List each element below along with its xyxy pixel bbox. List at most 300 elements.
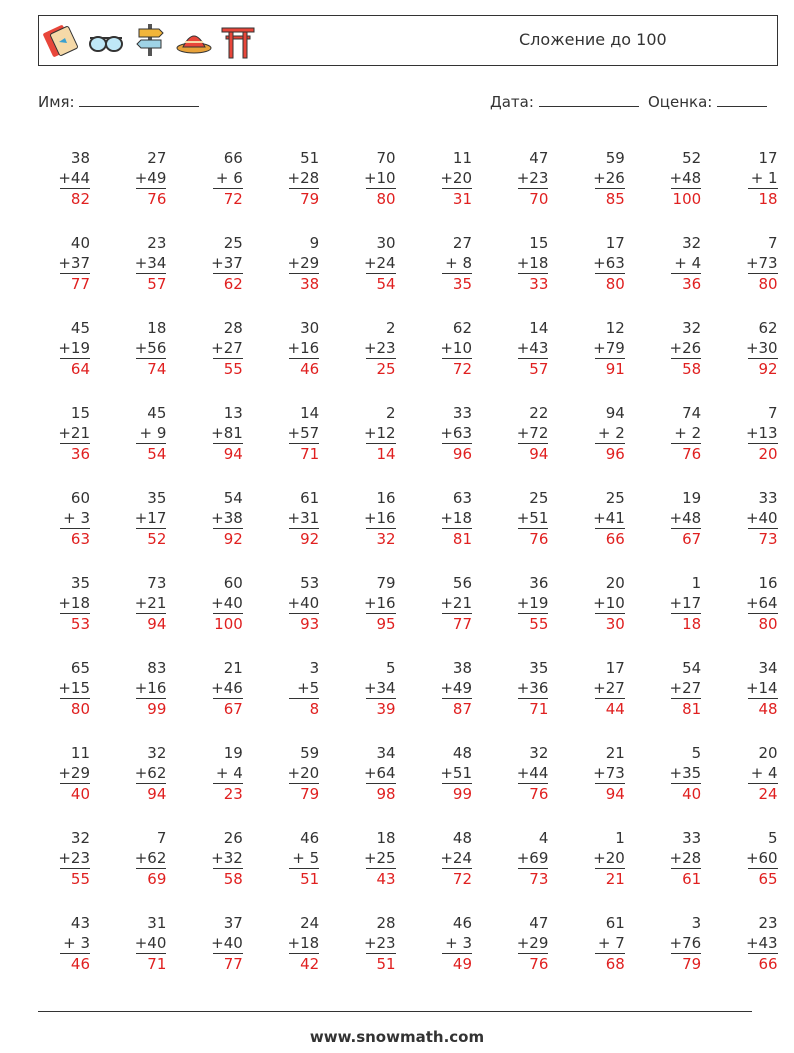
top-number: 94 [605,404,625,422]
addend: + 5 [292,849,320,867]
addend: +64 [363,764,396,782]
problem [488,573,548,634]
problem [259,658,319,719]
top-number: 25 [605,489,625,507]
top-number: 5 [691,744,702,762]
addend: +20 [593,849,625,867]
addend: +34 [134,254,167,272]
addend: +40 [745,509,778,527]
answer: 43 [366,868,396,889]
addend: +21 [440,594,472,612]
addend: + 2 [597,424,625,442]
addend: +38 [211,509,243,527]
top-number: 31 [147,914,167,932]
top-number: 16 [376,489,396,507]
answer: 92 [748,358,778,379]
problem [183,658,243,719]
addend: +23 [363,934,396,952]
top-number: 45 [147,404,167,422]
addend: +17 [134,509,167,527]
problem [336,148,396,209]
footer-site: www.snowmath.com [309,1028,485,1046]
answer: 80 [748,613,778,634]
answer: 100 [672,190,702,208]
addend: +10 [363,169,396,187]
answer: 32 [366,528,396,549]
top-number: 16 [758,574,778,592]
answer: 80 [748,273,778,294]
name-label: Имя: [38,93,75,111]
problem [30,743,90,804]
addend: +69 [516,849,549,867]
answer: 77 [442,613,472,634]
problem [412,403,472,464]
addend: +48 [669,169,702,187]
problem [336,573,396,634]
answer: 39 [366,698,396,719]
top-number: 46 [452,914,472,932]
top-number: 28 [376,914,396,932]
name-line[interactable] [79,92,199,107]
top-number: 53 [300,574,320,592]
problem [641,318,701,379]
sunglasses-icon [87,20,125,60]
answer: 61 [671,868,701,889]
addend: + 4 [674,254,702,272]
top-number: 3 [691,914,702,932]
top-number: 66 [223,149,243,167]
problem [641,658,701,719]
problem [565,913,625,974]
problem [565,743,625,804]
top-number: 25 [529,489,549,507]
answer: 100 [214,615,243,633]
problem [718,488,778,549]
answer: 55 [60,868,90,889]
addend: + 2 [674,424,702,442]
addend: +27 [593,679,625,697]
problem [183,743,243,804]
top-number: 60 [70,489,90,507]
answer: 48 [748,698,778,719]
tickets-icon [43,20,81,60]
answer: 87 [442,698,472,719]
problem [488,913,548,974]
top-number: 65 [70,659,90,677]
answer: 72 [213,188,243,209]
top-number: 52 [682,149,702,167]
addend: +37 [58,254,90,272]
problem [412,318,472,379]
answer: 42 [289,953,319,974]
top-number: 48 [452,744,472,762]
addend: +29 [516,934,549,952]
answer: 67 [671,528,701,549]
problem [718,233,778,294]
answer: 62 [213,273,243,294]
answer: 35 [442,273,472,294]
top-number: 74 [682,404,702,422]
answer: 67 [213,698,243,719]
addend: +62 [134,849,167,867]
grade-line[interactable] [717,92,767,107]
top-number: 38 [452,659,472,677]
addend: +73 [593,764,625,782]
problem [106,828,166,889]
problem [106,148,166,209]
problem [183,318,243,379]
addend: + 4 [750,764,778,782]
top-number: 14 [300,404,320,422]
problem [718,148,778,209]
addend: +51 [516,509,549,527]
problem [259,148,319,209]
answer: 71 [136,953,166,974]
problem [412,828,472,889]
problem [412,488,472,549]
addend: +5 [297,679,320,697]
addend: +49 [440,679,472,697]
addend: +43 [745,934,778,952]
addend: +21 [58,424,90,442]
addend: +23 [58,849,90,867]
top-number: 61 [605,914,625,932]
addend: +48 [669,509,702,527]
answer: 58 [671,358,701,379]
problem [336,743,396,804]
addend: +56 [134,339,167,357]
problem [718,658,778,719]
problem [259,828,319,889]
problem [259,743,319,804]
top-number: 46 [300,829,320,847]
problem [30,658,90,719]
top-number: 54 [682,659,702,677]
problem [259,233,319,294]
top-number: 33 [452,404,472,422]
addend: +31 [287,509,320,527]
problem [412,743,472,804]
addend: +18 [58,594,90,612]
problem [30,403,90,464]
grade-field[interactable] [648,92,767,111]
top-number: 7 [768,404,778,422]
top-number: 70 [376,149,396,167]
problem [718,743,778,804]
top-number: 73 [147,574,167,592]
answer: 57 [136,273,166,294]
top-number: 18 [376,829,396,847]
answer: 54 [366,273,396,294]
top-number: 32 [682,319,702,337]
top-number: 21 [605,744,625,762]
addend: +24 [363,254,396,272]
problem [336,403,396,464]
addend: + 3 [63,509,90,527]
answer: 25 [366,358,396,379]
problem [488,828,548,889]
addend: +40 [211,594,243,612]
problem [565,658,625,719]
problem [183,828,243,889]
addend: +12 [363,424,396,442]
addend: +32 [211,849,243,867]
addend: +26 [669,339,702,357]
addend: + 8 [445,254,472,272]
problem [565,233,625,294]
addend: + 3 [445,934,472,952]
problem [488,318,548,379]
problem [718,913,778,974]
addend: +14 [745,679,778,697]
answer: 40 [671,783,701,804]
addend: +43 [516,339,549,357]
top-number: 62 [758,319,778,337]
date-line[interactable] [539,92,639,107]
answer: 76 [518,783,548,804]
answer: 36 [60,443,90,464]
problem [106,318,166,379]
answer: 93 [289,613,319,634]
problem [565,403,625,464]
answer: 49 [442,953,472,974]
answer: 64 [60,358,90,379]
addend: +64 [745,594,778,612]
answer: 73 [518,868,548,889]
problem [565,828,625,889]
addend: +10 [440,339,472,357]
addend: +29 [287,254,320,272]
top-number: 79 [376,574,396,592]
problem [718,573,778,634]
addend: +63 [440,424,472,442]
addend: +16 [363,509,396,527]
addend: +40 [211,934,243,952]
addend: +27 [669,679,702,697]
top-number: 1 [615,829,625,847]
answer: 73 [748,528,778,549]
hat-icon [175,20,213,60]
answer: 8 [289,698,319,719]
top-number: 59 [300,744,320,762]
top-number: 63 [452,489,472,507]
problem [565,148,625,209]
answer: 94 [518,443,548,464]
header-icons [43,20,257,60]
problem [183,148,243,209]
top-number: 22 [529,404,549,422]
problem [412,573,472,634]
answer: 76 [671,443,701,464]
problem [641,573,701,634]
addend: +44 [58,169,90,187]
answer: 66 [595,528,625,549]
answer: 24 [748,783,778,804]
problem [259,488,319,549]
signpost-icon [131,20,169,60]
top-number: 11 [70,744,90,762]
answer: 46 [60,953,90,974]
problem [488,658,548,719]
answer: 72 [442,868,472,889]
top-number: 30 [300,319,320,337]
problem [565,318,625,379]
answer: 79 [671,953,701,974]
top-number: 35 [70,574,90,592]
problem [336,828,396,889]
top-number: 2 [386,319,396,337]
top-number: 26 [223,829,243,847]
addend: +24 [440,849,472,867]
name-field[interactable] [38,92,199,111]
problem [336,488,396,549]
problem [488,743,548,804]
top-number: 47 [529,149,549,167]
top-number: 45 [70,319,90,337]
answer: 53 [60,613,90,634]
top-number: 28 [223,319,243,337]
answer: 23 [213,783,243,804]
top-number: 48 [452,829,472,847]
addend: +30 [745,339,778,357]
addend: +34 [363,679,396,697]
addend: +18 [287,934,320,952]
addend: +23 [516,169,549,187]
answer: 99 [136,698,166,719]
problem [336,318,396,379]
addend: +25 [363,849,396,867]
problem [412,148,472,209]
answer: 77 [213,953,243,974]
problem [183,573,243,634]
answer: 14 [366,443,396,464]
addend: +62 [134,764,167,782]
top-number: 30 [376,234,396,252]
problem [488,233,548,294]
top-number: 5 [386,659,396,677]
top-number: 43 [70,914,90,932]
addend: +79 [593,339,625,357]
top-number: 15 [70,404,90,422]
problem [259,318,319,379]
top-number: 17 [605,659,625,677]
answer: 81 [442,528,472,549]
problem [641,743,701,804]
top-number: 35 [529,659,549,677]
problem [259,913,319,974]
problem [106,233,166,294]
answer: 31 [442,188,472,209]
problem [412,658,472,719]
problem [30,573,90,634]
problem [106,913,166,974]
addend: +28 [287,169,320,187]
date-label: Дата: [490,93,534,111]
addend: +10 [593,594,625,612]
top-number: 17 [758,149,778,167]
problem [336,913,396,974]
top-number: 25 [223,234,243,252]
problem [641,148,701,209]
header-box [38,15,778,66]
addend: +19 [58,339,90,357]
answer: 69 [136,868,166,889]
top-number: 23 [758,914,778,932]
top-number: 33 [682,829,702,847]
problem [412,233,472,294]
date-field[interactable] [490,92,639,111]
footer-divider [38,1011,752,1012]
top-number: 34 [376,744,396,762]
answer: 68 [595,953,625,974]
answer: 72 [442,358,472,379]
answer: 38 [289,273,319,294]
problem [565,488,625,549]
problem [336,233,396,294]
addend: +72 [516,424,549,442]
answer: 91 [595,358,625,379]
problem [106,488,166,549]
answer: 66 [748,953,778,974]
problem [106,573,166,634]
answer: 99 [442,783,472,804]
page-title: Сложение до 100 [519,30,667,49]
problem [259,573,319,634]
top-number: 32 [147,744,167,762]
problem [183,488,243,549]
addend: +28 [669,849,702,867]
problem [183,233,243,294]
problem [412,913,472,974]
problem [106,743,166,804]
answer: 94 [136,613,166,634]
problem [30,233,90,294]
addend: +40 [134,934,167,952]
problem [718,828,778,889]
addend: +46 [211,679,243,697]
answer: 54 [136,443,166,464]
top-number: 35 [147,489,167,507]
addend: +60 [745,849,778,867]
top-number: 54 [223,489,243,507]
problem [183,403,243,464]
top-number: 14 [529,319,549,337]
answer: 82 [60,188,90,209]
addend: +20 [440,169,472,187]
top-number: 11 [452,149,472,167]
addend: +26 [593,169,625,187]
answer: 20 [748,443,778,464]
top-number: 9 [309,234,320,252]
addend: +57 [287,424,320,442]
answer: 77 [60,273,90,294]
top-number: 40 [70,234,90,252]
addend: +36 [516,679,549,697]
top-number: 4 [538,829,549,847]
addend: +18 [440,509,472,527]
top-number: 15 [529,234,549,252]
answer: 55 [213,358,243,379]
problem [30,828,90,889]
addend: +27 [211,339,243,357]
answer: 36 [671,273,701,294]
problem [641,828,701,889]
answer: 94 [213,443,243,464]
addend: +63 [593,254,625,272]
problem [641,233,701,294]
answer: 79 [289,783,319,804]
answer: 21 [595,868,625,889]
